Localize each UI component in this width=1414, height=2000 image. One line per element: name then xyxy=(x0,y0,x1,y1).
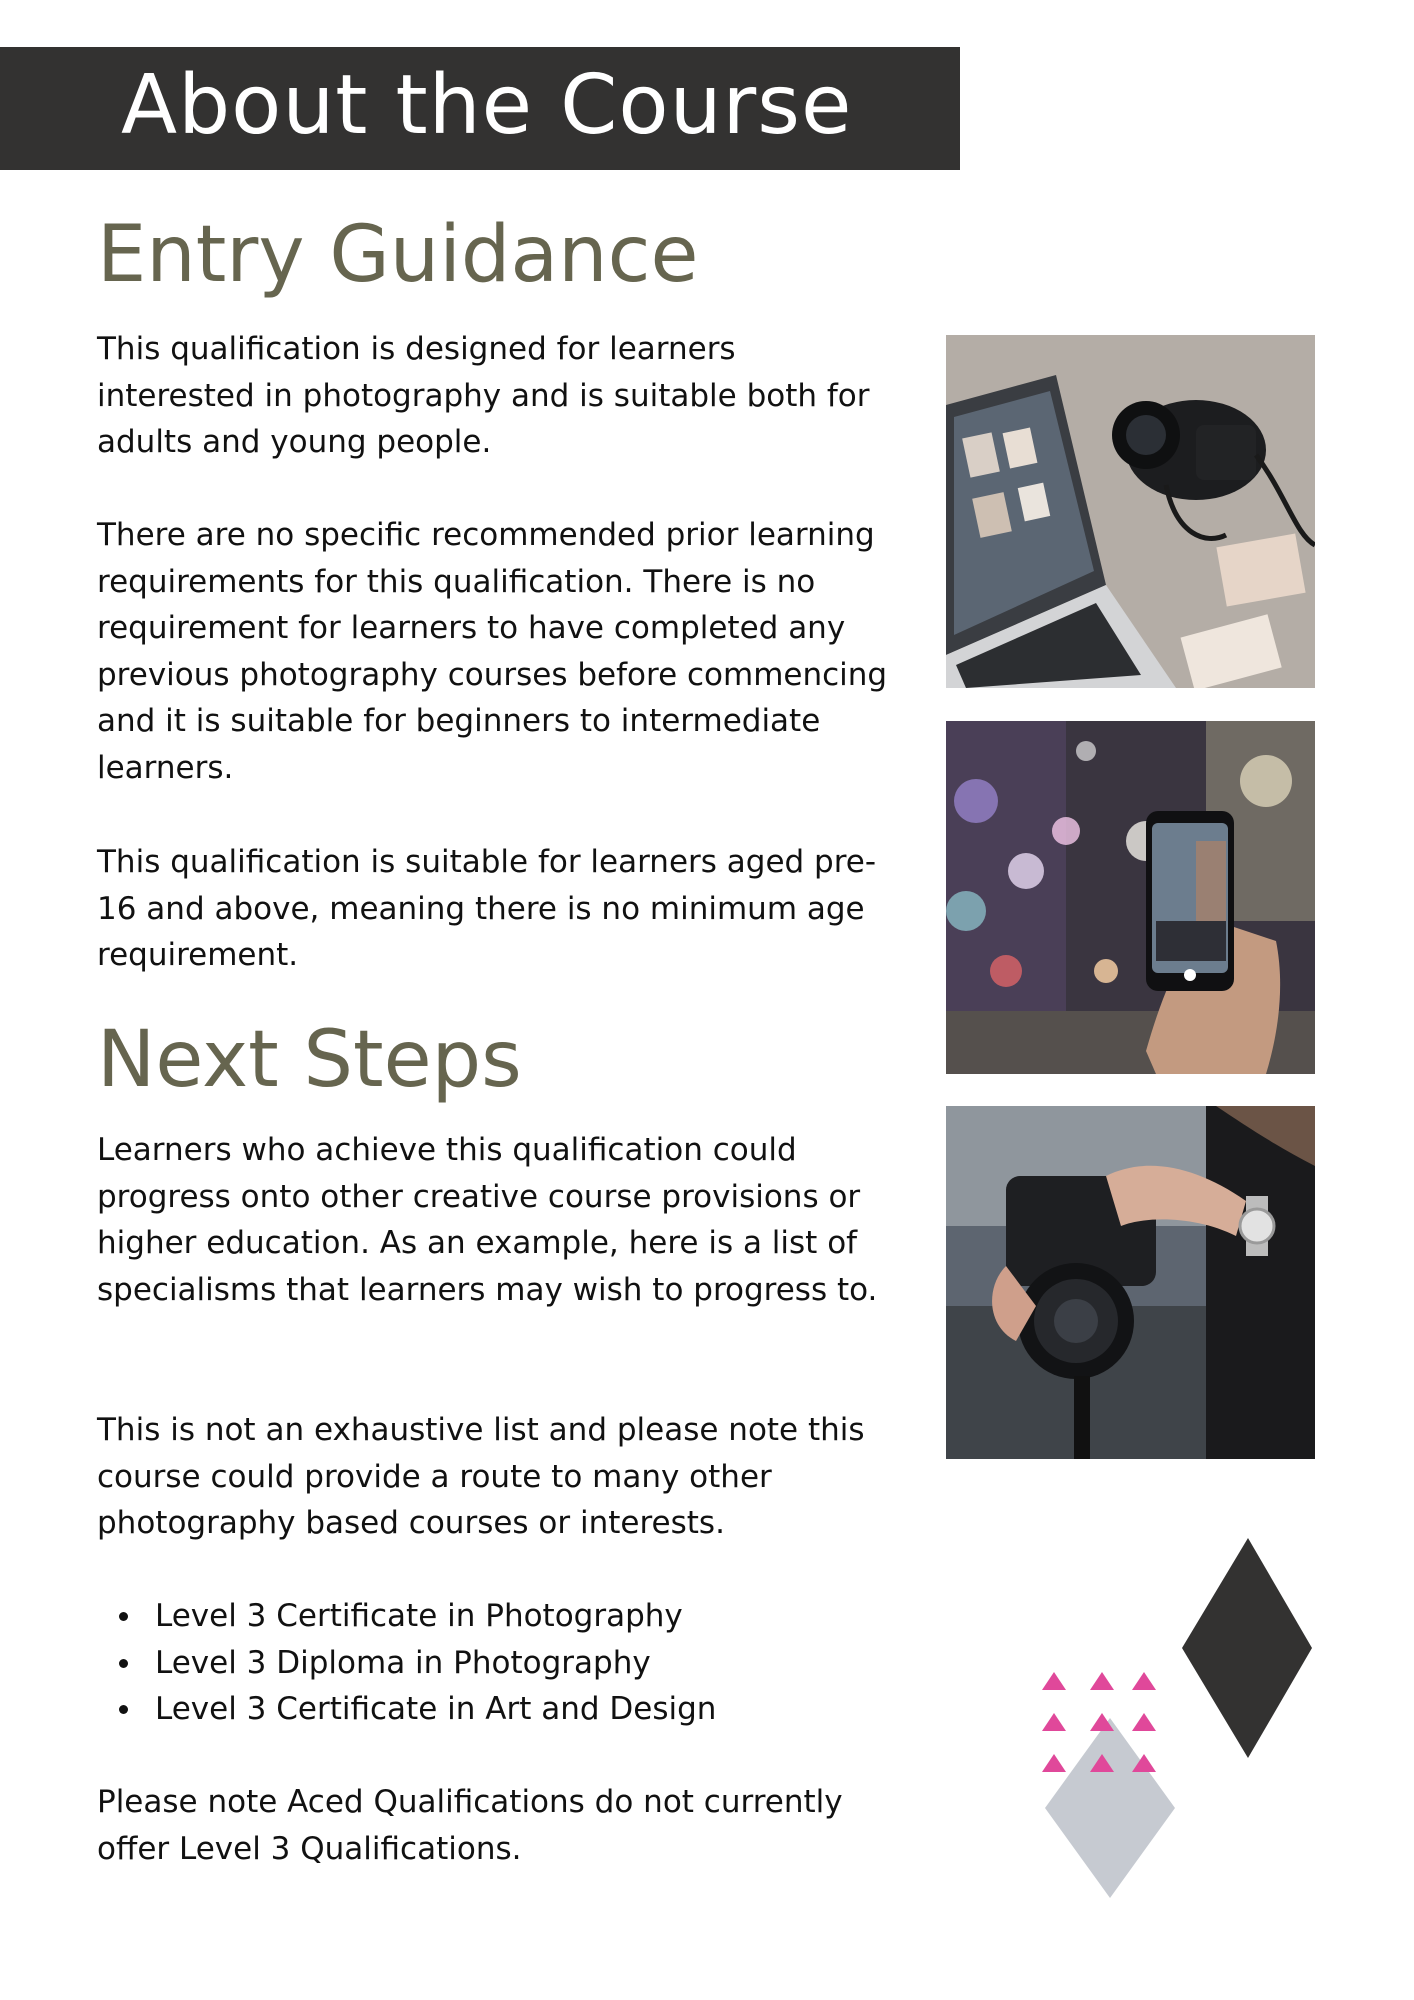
page-title: About the Course xyxy=(121,58,853,153)
decorative-shapes xyxy=(1030,1530,1330,1914)
entry-guidance-heading: Entry Guidance xyxy=(97,210,699,300)
next-steps-heading: Next Steps xyxy=(97,1015,522,1105)
bullet-icon xyxy=(119,1705,128,1714)
bullet-icon xyxy=(119,1612,128,1621)
list-item-label: Level 3 Diploma in Photography xyxy=(155,1644,651,1681)
level3-note: Please note Aced Qualifications do not currently offer Level 3 Qualifications. xyxy=(97,1784,843,1867)
entry-guidance-paragraph: This qualification is designed for learners interested in photography and is suitable both for adults and young people. xyxy=(97,331,870,460)
entry-guidance-paragraph: There are no specific recommended prior learning requirements for this qualification. There is no requirement for learners to have completed any previous photography courses before commencing and it is suitable for beginners to intermediate learners. xyxy=(97,517,888,786)
phone-city-illustration xyxy=(946,721,1315,1074)
next-steps-paragraph: This is not an exhaustive list and please note this course could provide a route to many other photography based courses or interests. xyxy=(97,1412,865,1541)
diamond-triangle-pattern-icon xyxy=(1030,1530,1330,1910)
phone-city-photo xyxy=(946,721,1315,1074)
entry-guidance-paragraph: This qualification is suitable for learners aged pre-16 and above, meaning there is no minimum age requirement. xyxy=(97,844,877,973)
list-item-label: Level 3 Certificate in Art and Design xyxy=(155,1691,717,1727)
list-item xyxy=(97,1686,716,1733)
laptop-camera-photo xyxy=(946,335,1315,688)
next-steps-paragraph: Learners who achieve this qualification could progress onto other creative course provisions or higher education. As an example, here is a list of specialisms that learners may wish to progress to. xyxy=(97,1132,878,1308)
laptop-camera-illustration xyxy=(946,335,1315,688)
bullet-icon xyxy=(119,1659,128,1668)
list-item xyxy=(97,1593,716,1640)
list-item-label: Level 3 Certificate in Photography xyxy=(155,1598,683,1634)
dslr-hands-illustration xyxy=(946,1106,1315,1459)
specialisms-list xyxy=(97,1593,716,1733)
dslr-hands-photo xyxy=(946,1106,1315,1459)
list-item xyxy=(97,1640,716,1687)
